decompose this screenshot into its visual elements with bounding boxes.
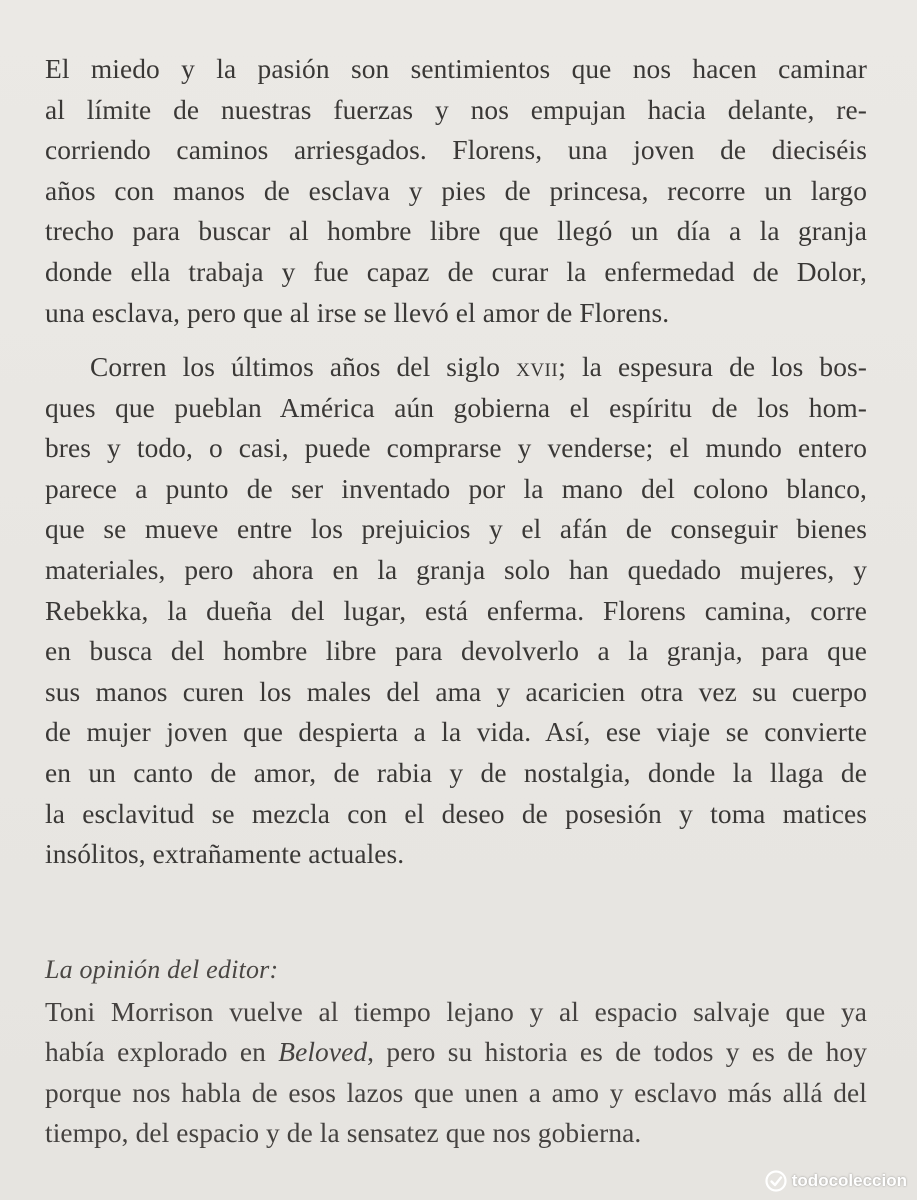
text-line: de mujer joven que despierta a la vida. Así, ese viaje se convierte: [45, 717, 867, 748]
century-numeral: xvii: [516, 352, 559, 382]
text-fragment: , pero su historia es de todos y es de hoy: [367, 1037, 867, 1068]
text-line: en un canto de amor, de rabia y de nostalgia, donde la llaga de: [45, 757, 867, 788]
editor-opinion-heading: La opinión del editor:: [45, 955, 279, 984]
text-line: bres y todo, o casi, puede comprarse y venderse; el mundo entero: [45, 433, 867, 464]
todocoleccion-logo-icon: [765, 1170, 787, 1192]
book-title: Beloved: [278, 1037, 368, 1068]
text-line: parece a punto de ser inventado por la mano del colono blanco,: [45, 473, 867, 504]
watermark: [765, 1170, 907, 1192]
text-fragment: ; la espesura de los bos-: [558, 352, 868, 382]
text-line: que se mueve entre los prejuicios y el afán de conseguir bienes: [45, 514, 867, 545]
text-line: la esclavitud se mezcla con el deseo de posesión y toma matices: [45, 798, 867, 829]
editor-opinion-paragraph: [45, 992, 867, 1154]
text-line: porque nos habla de esos lazos que unen a amo y esclavo más allá del: [45, 1077, 867, 1108]
watermark-text: todocoleccion: [791, 1171, 907, 1190]
text-line: tiempo, del espacio y de la sensatez que nos gobierna.: [45, 1118, 642, 1149]
text-fragment: había explorado en: [45, 1037, 279, 1068]
text-line: en busca del hombre libre para devolverlo a la granja, para que: [45, 636, 867, 667]
text-line: materiales, pero ahora en la granja solo han quedado mujeres, y: [45, 554, 867, 585]
text-line: ques que pueblan América aún gobierna el espíritu de los hom-: [45, 392, 867, 423]
text-line: Toni Morrison vuelve al tiempo lejano y al espacio salvaje que ya: [45, 997, 867, 1027]
text-line: donde ella trabaja y fue capaz de curar la enfermedad de Dolor,: [45, 256, 867, 287]
text-line: trecho para buscar al hombre libre que llegó un día a la granja: [45, 216, 867, 247]
text-fragment: Corren los últimos años del siglo: [90, 352, 517, 382]
synopsis-paragraph-2: [45, 347, 867, 875]
text-line: [45, 347, 867, 388]
text-line: [45, 1032, 867, 1072]
text-line: años con manos de esclava y pies de princesa, recorre un largo: [45, 175, 867, 206]
synopsis-paragraph-1: [45, 49, 867, 333]
text-line: El miedo y la pasión son sentimientos que nos hacen caminar: [45, 54, 867, 84]
text-line: Rebekka, la dueña del lugar, está enferma. Florens camina, corre: [45, 595, 867, 626]
text-line: insólitos, extrañamente actuales.: [45, 839, 405, 870]
text-line: una esclava, pero que al irse se llevó el amor de Florens.: [45, 297, 670, 328]
text-line: al límite de nuestras fuerzas y nos empujan hacia delante, re-: [45, 94, 867, 125]
text-line: corriendo caminos arriesgados. Florens, una joven de dieciséis: [45, 135, 867, 166]
text-line: sus manos curen los males del ama y acaricien otra vez su cuerpo: [45, 676, 867, 707]
